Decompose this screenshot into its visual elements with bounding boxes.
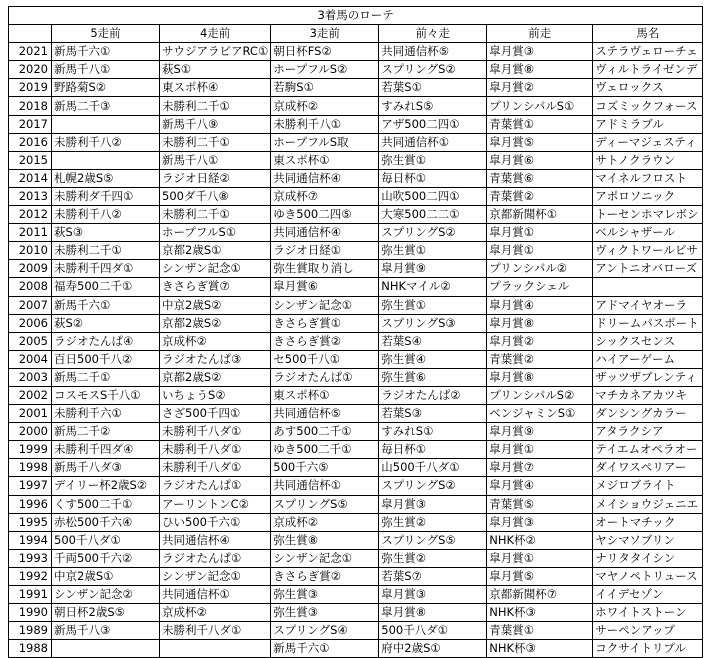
- race-cell[interactable]: 皐月賞⑥: [271, 278, 379, 296]
- year-cell[interactable]: 1993: [9, 549, 52, 567]
- horse-name-cell[interactable]: メイショウジェニエ: [593, 495, 703, 513]
- race-cell[interactable]: あす500二千①: [271, 423, 379, 441]
- race-cell[interactable]: 百日500千八②: [52, 350, 160, 368]
- race-cell[interactable]: ラジオたんぱ④: [52, 332, 160, 350]
- table-row: [9, 405, 703, 423]
- race-cell[interactable]: いちょうS②: [160, 386, 271, 404]
- race-cell[interactable]: 新馬千六①: [271, 640, 379, 658]
- race-cell[interactable]: 京都2歳S②: [160, 314, 271, 332]
- race-cell[interactable]: 共同通信杯①: [160, 586, 271, 604]
- table-row: [9, 586, 703, 604]
- horse-name-cell[interactable]: ダイワスペリアー: [593, 459, 703, 477]
- race-cell[interactable]: 新馬千六①: [52, 43, 160, 61]
- year-cell[interactable]: 2020: [9, 61, 52, 79]
- horse-name-cell[interactable]: イイデセゾン: [593, 586, 703, 604]
- race-cell[interactable]: 弥生賞①: [379, 242, 487, 260]
- year-cell[interactable]: 2006: [9, 314, 52, 332]
- year-cell[interactable]: 1994: [9, 531, 52, 549]
- race-cell[interactable]: 新馬千八ダ③: [52, 459, 160, 477]
- race-cell[interactable]: 未勝利千八ダ①: [160, 622, 271, 640]
- race-cell[interactable]: [160, 640, 271, 658]
- year-cell[interactable]: 2017: [9, 115, 52, 133]
- year-cell[interactable]: 2018: [9, 97, 52, 115]
- race-cell[interactable]: 山500千八ダ①: [379, 459, 487, 477]
- race-cell[interactable]: 皐月賞⑧: [379, 604, 487, 622]
- table-row: [9, 43, 703, 61]
- race-cell[interactable]: 東スポ杯④: [160, 79, 271, 97]
- year-cell[interactable]: 1989: [9, 622, 52, 640]
- race-cell[interactable]: 弥生賞③: [271, 586, 379, 604]
- horse-name-cell[interactable]: [593, 278, 703, 296]
- race-cell[interactable]: 青葉賞⑥: [487, 169, 593, 187]
- table-row: [9, 386, 703, 404]
- race-cell[interactable]: きさらぎ賞②: [271, 332, 379, 350]
- race-cell[interactable]: 弥生賞③: [271, 604, 379, 622]
- horse-name-cell[interactable]: メジロブライト: [593, 477, 703, 495]
- race-cell[interactable]: 京都新聞杯①: [487, 206, 593, 224]
- race-cell[interactable]: 皐月賞③: [487, 43, 593, 61]
- year-cell[interactable]: 2013: [9, 187, 52, 205]
- race-cell[interactable]: 弥生賞①: [379, 296, 487, 314]
- header-cell[interactable]: 馬名: [593, 25, 703, 43]
- race-cell[interactable]: 京都2歳S①: [160, 242, 271, 260]
- race-cell[interactable]: ホープフルS②: [271, 61, 379, 79]
- table-row: [9, 169, 703, 187]
- race-cell[interactable]: 新馬千八①: [160, 151, 271, 169]
- table-row: [9, 79, 703, 97]
- year-cell[interactable]: 2012: [9, 206, 52, 224]
- race-cell[interactable]: 皐月賞⑤: [487, 567, 593, 585]
- race-cell[interactable]: 弥生賞⑥: [379, 368, 487, 386]
- race-cell[interactable]: 皐月賞④: [487, 477, 593, 495]
- horse-name-cell[interactable]: アントニオバローズ: [593, 260, 703, 278]
- race-cell[interactable]: 500ダ千八⑧: [160, 187, 271, 205]
- race-cell[interactable]: 皐月賞⑤: [487, 133, 593, 151]
- year-cell[interactable]: 1999: [9, 441, 52, 459]
- race-cell[interactable]: 中京2歳S②: [160, 296, 271, 314]
- race-cell[interactable]: プリンシパルS①: [487, 97, 593, 115]
- horse-name-cell[interactable]: シックスセンス: [593, 332, 703, 350]
- race-cell[interactable]: 弥生賞取り消し: [271, 260, 379, 278]
- race-cell[interactable]: 青葉賞②: [487, 187, 593, 205]
- year-cell[interactable]: 2002: [9, 386, 52, 404]
- race-cell[interactable]: ホープフルS①: [160, 224, 271, 242]
- horse-name-cell[interactable]: ホワイトストーン: [593, 604, 703, 622]
- race-cell[interactable]: 皐月賞②: [487, 332, 593, 350]
- year-cell[interactable]: 1990: [9, 604, 52, 622]
- race-cell[interactable]: スプリングS④: [271, 622, 379, 640]
- table-row: [9, 332, 703, 350]
- horse-name-cell[interactable]: アタラクシア: [593, 423, 703, 441]
- race-cell[interactable]: 500千六⑤: [271, 459, 379, 477]
- race-cell[interactable]: NHK杯②: [487, 531, 593, 549]
- race-cell[interactable]: 弥生賞⑧: [271, 531, 379, 549]
- race-cell[interactable]: シンザン記念①: [271, 296, 379, 314]
- race-cell[interactable]: デイリー杯2歳S②: [52, 477, 160, 495]
- race-cell[interactable]: さざ500千四①: [160, 405, 271, 423]
- horse-name-cell[interactable]: ナリタタイシン: [593, 549, 703, 567]
- race-cell[interactable]: 皐月賞④: [487, 296, 593, 314]
- header-cell[interactable]: 前走: [487, 25, 593, 43]
- race-cell[interactable]: ホープフルS取: [271, 133, 379, 151]
- race-cell[interactable]: 赤松500千六④: [52, 513, 160, 531]
- race-cell[interactable]: 新馬二千①: [52, 368, 160, 386]
- year-cell[interactable]: 2004: [9, 350, 52, 368]
- race-cell[interactable]: 未勝利千八②: [52, 206, 160, 224]
- race-cell[interactable]: きさらぎ賞①: [271, 314, 379, 332]
- race-cell[interactable]: 中京2歳S①: [52, 567, 160, 585]
- horse-name-cell[interactable]: ヴィルトライゼンデ: [593, 61, 703, 79]
- race-cell[interactable]: 共同通信杯⑤: [271, 405, 379, 423]
- race-cell[interactable]: プリンシパル②: [487, 260, 593, 278]
- race-cell[interactable]: 500千八ダ①: [52, 531, 160, 549]
- race-cell[interactable]: ラジオたんぱ③: [160, 350, 271, 368]
- race-cell[interactable]: きさらぎ賞⑦: [160, 278, 271, 296]
- race-cell[interactable]: NHK杯③: [487, 640, 593, 658]
- rotation-table: [8, 6, 703, 658]
- table-row: [9, 368, 703, 386]
- table-row: [9, 278, 703, 296]
- table-row: [9, 61, 703, 79]
- race-cell[interactable]: 新馬千六①: [52, 296, 160, 314]
- header-cell[interactable]: [9, 25, 52, 43]
- race-cell[interactable]: サウジアラビアRC①: [160, 43, 271, 61]
- horse-name-cell[interactable]: ヴィクトワールピサ: [593, 242, 703, 260]
- race-cell[interactable]: 未勝利千八②: [52, 133, 160, 151]
- horse-name-cell[interactable]: マヤノペトリュース: [593, 567, 703, 585]
- race-cell[interactable]: ラジオ日経②: [160, 169, 271, 187]
- race-cell[interactable]: 共同通信杯①: [271, 477, 379, 495]
- table-row: [9, 477, 703, 495]
- race-cell[interactable]: 皐月賞⑧: [487, 61, 593, 79]
- race-cell[interactable]: 弥生賞④: [379, 350, 487, 368]
- race-cell[interactable]: くす500二千①: [52, 495, 160, 513]
- year-cell[interactable]: 2000: [9, 423, 52, 441]
- year-cell[interactable]: 2003: [9, 368, 52, 386]
- table-row: [9, 260, 703, 278]
- year-cell[interactable]: 2009: [9, 260, 52, 278]
- race-cell[interactable]: 皐月賞①: [487, 224, 593, 242]
- race-cell[interactable]: 皐月賞②: [487, 79, 593, 97]
- race-cell[interactable]: 未勝利千八ダ①: [160, 459, 271, 477]
- table-row: [9, 441, 703, 459]
- race-cell[interactable]: 朝日杯FS②: [271, 43, 379, 61]
- year-cell[interactable]: 1997: [9, 477, 52, 495]
- table-row: [9, 97, 703, 115]
- race-cell[interactable]: 若葉S①: [379, 79, 487, 97]
- race-cell[interactable]: ゆき500二千①: [271, 441, 379, 459]
- year-cell[interactable]: 1991: [9, 586, 52, 604]
- race-cell[interactable]: 皐月賞①: [487, 441, 593, 459]
- header-cell[interactable]: 3走前: [271, 25, 379, 43]
- horse-name-cell[interactable]: ディーマジェスティ: [593, 133, 703, 151]
- table-row: [9, 151, 703, 169]
- year-cell[interactable]: 2007: [9, 296, 52, 314]
- race-cell[interactable]: コスモスS千八①: [52, 386, 160, 404]
- race-cell[interactable]: 皐月賞③: [487, 513, 593, 531]
- race-cell[interactable]: 弥生賞①: [379, 151, 487, 169]
- race-cell[interactable]: 京都2歳S②: [160, 368, 271, 386]
- race-cell[interactable]: 共同通信杯④: [271, 169, 379, 187]
- race-cell[interactable]: 共同通信杯④: [160, 531, 271, 549]
- horse-name-cell[interactable]: ヤシマソブリン: [593, 531, 703, 549]
- race-cell[interactable]: 毎日杯①: [379, 169, 487, 187]
- year-cell[interactable]: 2008: [9, 278, 52, 296]
- table-row: [9, 350, 703, 368]
- year-cell[interactable]: 1992: [9, 567, 52, 585]
- race-cell[interactable]: 皐月賞③: [379, 495, 487, 513]
- race-cell[interactable]: 共同通信杯①: [379, 133, 487, 151]
- race-cell[interactable]: 共同通信杯④: [271, 224, 379, 242]
- race-cell[interactable]: 未勝利二千①: [160, 206, 271, 224]
- race-cell[interactable]: 大寒500二二①: [379, 206, 487, 224]
- table-row: [9, 115, 703, 133]
- table-row: [9, 206, 703, 224]
- race-cell[interactable]: 野路菊S②: [52, 79, 160, 97]
- year-cell[interactable]: 1988: [9, 640, 52, 658]
- race-cell[interactable]: すみれS⑤: [379, 97, 487, 115]
- horse-name-cell[interactable]: ザッツザプレンティ: [593, 368, 703, 386]
- year-cell[interactable]: 1995: [9, 513, 52, 531]
- horse-name-cell[interactable]: ヴェロックス: [593, 79, 703, 97]
- year-cell[interactable]: 2019: [9, 79, 52, 97]
- race-cell[interactable]: 京成杯②: [160, 604, 271, 622]
- race-cell[interactable]: きさらぎ賞②: [271, 567, 379, 585]
- horse-name-cell[interactable]: サーペンアップ: [593, 622, 703, 640]
- horse-name-cell[interactable]: アドマイヤオーラ: [593, 296, 703, 314]
- horse-name-cell[interactable]: ドリームパスポート: [593, 314, 703, 332]
- horse-name-cell[interactable]: サトノクラウン: [593, 151, 703, 169]
- horse-name-cell[interactable]: オートマチック: [593, 513, 703, 531]
- race-cell[interactable]: 札幌2歳S⑤: [52, 169, 160, 187]
- race-cell[interactable]: スプリングS⑤: [379, 531, 487, 549]
- year-cell[interactable]: 2001: [9, 405, 52, 423]
- race-cell[interactable]: [52, 151, 160, 169]
- race-cell[interactable]: 新馬二千②: [52, 423, 160, 441]
- race-cell[interactable]: プラックシェル: [487, 278, 593, 296]
- race-cell[interactable]: ラジオたんぱ①: [160, 477, 271, 495]
- race-cell[interactable]: すみれS①: [379, 423, 487, 441]
- race-cell[interactable]: アザ500二四①: [379, 115, 487, 133]
- year-cell[interactable]: 2005: [9, 332, 52, 350]
- year-cell[interactable]: 1996: [9, 495, 52, 513]
- race-cell[interactable]: 毎日杯①: [379, 441, 487, 459]
- race-cell[interactable]: [52, 640, 160, 658]
- race-cell[interactable]: 皐月賞①: [487, 242, 593, 260]
- table-row: [9, 531, 703, 549]
- horse-name-cell[interactable]: テイエムオペラオー: [593, 441, 703, 459]
- race-cell[interactable]: NHK杯③: [487, 604, 593, 622]
- race-cell[interactable]: 若葉S③: [379, 405, 487, 423]
- table-row: [9, 549, 703, 567]
- race-cell[interactable]: 皐月賞⑨: [487, 423, 593, 441]
- race-cell[interactable]: 皐月賞⑥: [487, 151, 593, 169]
- header-row: [9, 25, 703, 43]
- race-cell[interactable]: 未勝利千八ダ①: [160, 441, 271, 459]
- year-cell[interactable]: 1998: [9, 459, 52, 477]
- race-cell[interactable]: 青葉賞①: [487, 115, 593, 133]
- race-cell[interactable]: 皐月賞③: [379, 586, 487, 604]
- race-cell[interactable]: ひい500千六①: [160, 513, 271, 531]
- year-cell[interactable]: 2010: [9, 242, 52, 260]
- race-cell[interactable]: アーリントンC②: [160, 495, 271, 513]
- race-cell[interactable]: 未勝利二千①: [160, 97, 271, 115]
- race-cell[interactable]: ラジオたんぱ②: [379, 386, 487, 404]
- race-cell[interactable]: 青葉賞⑤: [487, 495, 593, 513]
- header-cell[interactable]: 4走前: [160, 25, 271, 43]
- race-cell[interactable]: 未勝利千八①: [271, 115, 379, 133]
- race-cell[interactable]: スプリングS②: [379, 477, 487, 495]
- table-row: [9, 296, 703, 314]
- table-row: [9, 604, 703, 622]
- race-cell[interactable]: ラジオ日経①: [271, 242, 379, 260]
- year-cell[interactable]: 2015: [9, 151, 52, 169]
- table-row: [9, 513, 703, 531]
- race-cell[interactable]: [52, 115, 160, 133]
- race-cell[interactable]: シンザン記念②: [52, 586, 160, 604]
- race-cell[interactable]: 未勝利ダ千四①: [52, 187, 160, 205]
- race-cell[interactable]: 新馬千八①: [52, 61, 160, 79]
- race-cell[interactable]: 東スポ杯①: [271, 151, 379, 169]
- race-cell[interactable]: 皐月賞⑦: [487, 459, 593, 477]
- race-cell[interactable]: 府中2歳S①: [379, 640, 487, 658]
- race-cell[interactable]: 未勝利千四ダ①: [52, 260, 160, 278]
- table-row: [9, 242, 703, 260]
- race-cell[interactable]: 弥生賞②: [379, 549, 487, 567]
- table-row: [9, 133, 703, 151]
- race-cell[interactable]: 共同通信杯⑤: [379, 43, 487, 61]
- table-row: [9, 314, 703, 332]
- table-row: [9, 567, 703, 585]
- year-cell[interactable]: 2021: [9, 43, 52, 61]
- race-cell[interactable]: シンザン記念①: [271, 549, 379, 567]
- race-cell[interactable]: 京成杯⑦: [271, 187, 379, 205]
- race-cell[interactable]: スプリングS⑤: [271, 495, 379, 513]
- race-cell[interactable]: ラジオたんぱ①: [160, 549, 271, 567]
- race-cell[interactable]: 新馬二千③: [52, 97, 160, 115]
- header-cell[interactable]: 5走前: [52, 25, 160, 43]
- horse-name-cell[interactable]: ハイアーゲーム: [593, 350, 703, 368]
- race-cell[interactable]: 若駒S①: [271, 79, 379, 97]
- race-cell[interactable]: 青葉賞②: [487, 350, 593, 368]
- race-cell[interactable]: 京都新聞杯⑦: [487, 586, 593, 604]
- horse-name-cell[interactable]: マイネルフロスト: [593, 169, 703, 187]
- title-row: [9, 7, 703, 25]
- race-cell[interactable]: スプリングS②: [379, 224, 487, 242]
- race-cell[interactable]: 皐月賞⑧: [487, 314, 593, 332]
- horse-name-cell[interactable]: アポロソニック: [593, 187, 703, 205]
- race-cell[interactable]: 未勝利千六①: [52, 405, 160, 423]
- race-cell[interactable]: 弥生賞②: [379, 513, 487, 531]
- race-cell[interactable]: 京成杯②: [160, 332, 271, 350]
- race-cell[interactable]: ラジオたんぱ①: [271, 368, 379, 386]
- race-cell[interactable]: NHKマイル②: [379, 278, 487, 296]
- race-cell[interactable]: 萩S②: [52, 314, 160, 332]
- race-cell[interactable]: 朝日杯2歳S⑤: [52, 604, 160, 622]
- race-cell[interactable]: 千両500千六②: [52, 549, 160, 567]
- table-row: [9, 622, 703, 640]
- year-cell[interactable]: 2016: [9, 133, 52, 151]
- horse-name-cell[interactable]: コクサイトリプル: [593, 640, 703, 658]
- table-row: [9, 495, 703, 513]
- horse-name-cell[interactable]: ダンシングカラー: [593, 405, 703, 423]
- race-cell[interactable]: スプリングS③: [379, 314, 487, 332]
- race-cell[interactable]: 500千八ダ①: [379, 622, 487, 640]
- race-cell[interactable]: スプリングS②: [379, 61, 487, 79]
- race-cell[interactable]: 青葉賞①: [487, 622, 593, 640]
- race-cell[interactable]: セ500千八①: [271, 350, 379, 368]
- horse-name-cell[interactable]: ベルシャザール: [593, 224, 703, 242]
- race-cell[interactable]: ゆき500二四⑤: [271, 206, 379, 224]
- race-cell[interactable]: プリンシパルS②: [487, 386, 593, 404]
- race-cell[interactable]: 未勝利千四ダ④: [52, 441, 160, 459]
- race-cell[interactable]: 山吹500二四①: [379, 187, 487, 205]
- race-cell[interactable]: 京成杯②: [271, 97, 379, 115]
- horse-name-cell[interactable]: トーセンホマレボシ: [593, 206, 703, 224]
- race-cell[interactable]: 萩S①: [160, 61, 271, 79]
- race-cell[interactable]: シンザン記念①: [160, 260, 271, 278]
- race-cell[interactable]: 福寿500二千①: [52, 278, 160, 296]
- race-cell[interactable]: 新馬千八③: [52, 622, 160, 640]
- horse-name-cell[interactable]: マチカネアカツキ: [593, 386, 703, 404]
- race-cell[interactable]: 萩S③: [52, 224, 160, 242]
- horse-name-cell[interactable]: コズミックフォース: [593, 97, 703, 115]
- race-cell[interactable]: 皐月賞⑨: [379, 260, 487, 278]
- table-row: [9, 640, 703, 658]
- race-cell[interactable]: 東スポ杯①: [271, 386, 379, 404]
- horse-name-cell[interactable]: ステラヴェローチェ: [593, 43, 703, 61]
- race-cell[interactable]: 京成杯②: [271, 513, 379, 531]
- race-cell[interactable]: 若葉S④: [379, 332, 487, 350]
- race-cell[interactable]: 皐月賞⑧: [487, 368, 593, 386]
- race-cell[interactable]: 未勝利二千①: [160, 133, 271, 151]
- race-cell[interactable]: 新馬千八⑨: [160, 115, 271, 133]
- horse-name-cell[interactable]: アドミラブル: [593, 115, 703, 133]
- race-cell[interactable]: 未勝利千八ダ①: [160, 423, 271, 441]
- table-row: [9, 224, 703, 242]
- table-row: [9, 459, 703, 477]
- race-cell[interactable]: ベンジャミンS①: [487, 405, 593, 423]
- year-cell[interactable]: 2014: [9, 169, 52, 187]
- race-cell[interactable]: 皐月賞①: [487, 549, 593, 567]
- race-cell[interactable]: 未勝利二千①: [52, 242, 160, 260]
- header-cell[interactable]: 前々走: [379, 25, 487, 43]
- race-cell[interactable]: 若葉S⑦: [379, 567, 487, 585]
- table-title[interactable]: 3着馬のローテ: [9, 7, 703, 25]
- race-cell[interactable]: シンザン記念①: [160, 567, 271, 585]
- table-row: [9, 423, 703, 441]
- year-cell[interactable]: 2011: [9, 224, 52, 242]
- table-row: [9, 187, 703, 205]
